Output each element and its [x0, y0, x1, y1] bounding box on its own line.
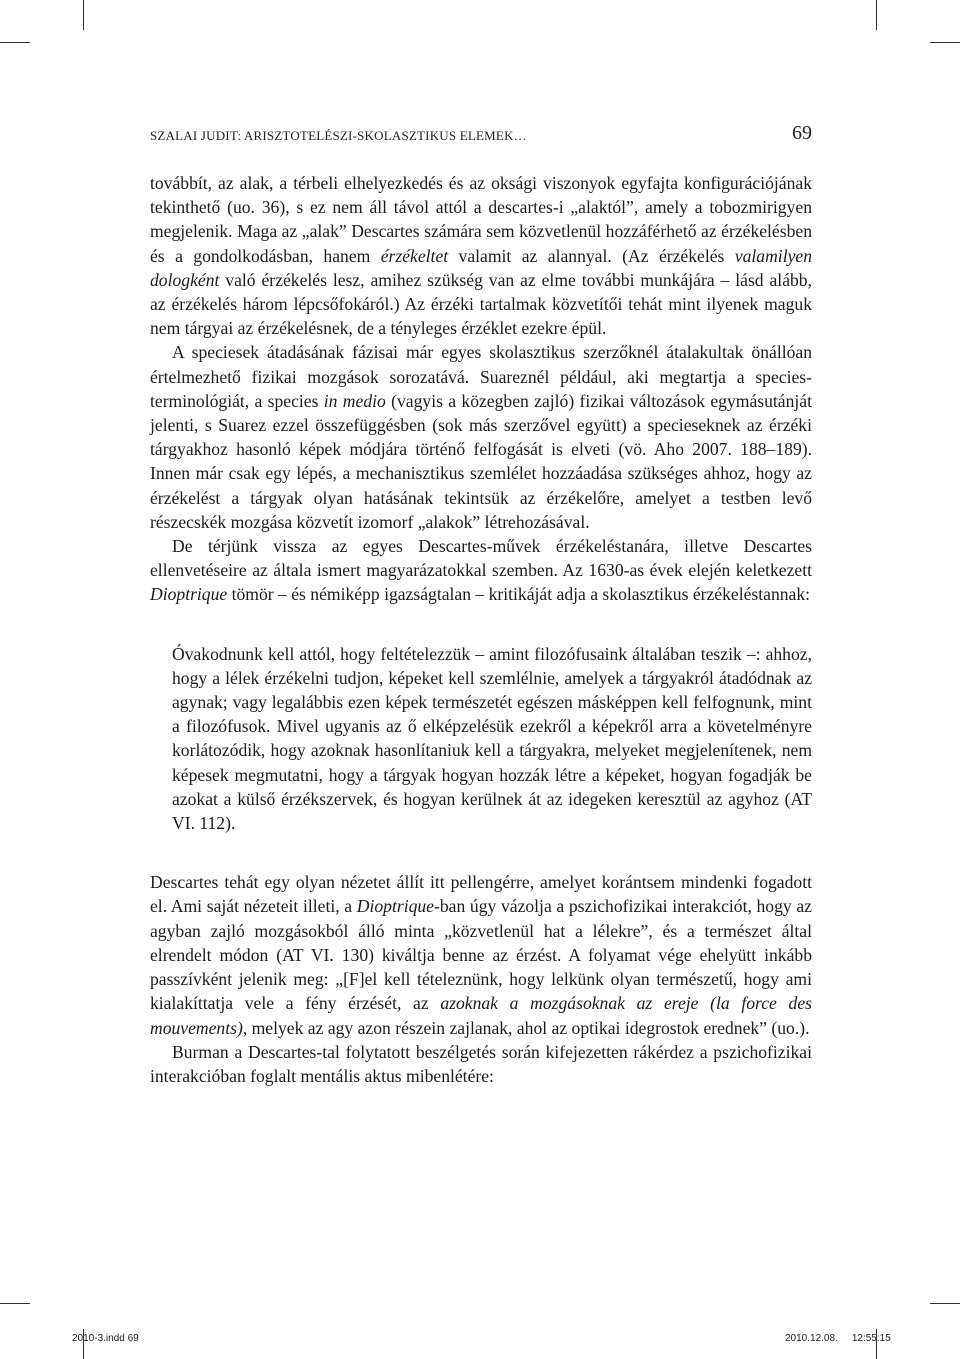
emphasis: érzékeltet [380, 245, 449, 266]
page-number: 69 [792, 122, 812, 144]
emphasis: in medio [323, 390, 386, 411]
block-quote: Óvakodnunk kell attól, hogy feltételezzük – amint filozófusaink általában teszik –: ahhoz, hogy a lélek érzékelni tudjon, képeket kell szemlélnie, amelyek a tárgyakról átadódnak az agynak; vagy legalábbis ezen képek természetét egészen másképpen kell felfognunk, mint a filozófusok. Mivel ugyanis az ő elképzelésük ezekről a képekről arra a követelményre korlátozódik, hogy azoknak hasonlítaniuk kell a tárgyakra, melyeket megjelenítenek, nem képesek megmutatni, hogy a tárgyak hogyan hozzák létre a képeket, hogyan fogadják be azokat a külső érzékszervek, és hogyan kerülnek át az idegeken keresztül az agyhoz (AT VI. 112). [172, 643, 812, 834]
crop-mark-top-right [876, 0, 877, 30]
crop-mark-right-bottom [930, 1303, 960, 1304]
crop-mark-right-top [930, 42, 960, 43]
paragraph-5: Burman a Descartes-tal folytatott beszélgetés során kifejezetten rákérdez a pszichofizikai interakcióban foglalt mentális aktus mibenlétére: [150, 1041, 812, 1086]
paragraph-1: továbbít, az alak, a térbeli elhelyezkedés és az oksági viszonyok egyfajta konfigurációjának tekinthető (uo. 36), s ez nem áll távol attól a descartes-i „alaktól”, amely a tobozmirigyen megjelenik. Maga az „alak” Descartes számára sem közvetlenül hozzáférhető az érzékelésben és a gondolkodásban, hanem érzékeltet valamit az alannyal. (Az érzékelés valamilyen dologként való érzékelés lesz, amihez szükség van az elme további munkájára – lásd alább, az érzékelés három lépcsőfokáról.) Az érzéki tartalmak közvetítői tehát mint ilyenek maguk nem tárgyai az érzékelésnek, de a tényleges érzéklet ezekre épül. [150, 173, 812, 339]
emphasis: azoknak a mozgásoknak az ereje (la force des mouvements) [150, 993, 812, 1038]
print-footer [0, 1333, 960, 1347]
main-text [150, 171, 812, 1088]
running-header [150, 124, 812, 148]
footer-file: 2010-3.indd 69 [72, 1333, 139, 1344]
footer-timestamp [785, 1333, 891, 1344]
emphasis: Dioptrique [356, 896, 434, 917]
crop-mark-left-top [0, 42, 30, 43]
crop-mark-top-left [83, 0, 84, 30]
paragraph-4: Descartes tehát egy olyan nézetet állít itt pellengérre, amelyet korántsem mindenki fogadott el. Ami saját nézeteit illeti, a Dioptrique-ban úgy vázolja a pszichofizikai interakciót, hogy az agyban zajló mozgásokból álló minta „közvetlenül hat a lélekre”, és a természet által elrendelt módon (AT VI. 130) kiváltja benne az érzést. A folyamat vége ehelyütt inkább passzívként jelenik meg: „[F]el kell tételeznünk, hogy lelkünk olyan természetű, hogy ami kialakíttatja vele a fény érzését, az azoknak a mozgásoknak az ereje (la force des mouvements), melyek az agy azon részein zajlanak, ahol az optikai idegrostok erednek” (uo.). [150, 872, 812, 1038]
emphasis: Dioptrique [150, 584, 228, 605]
paragraph-2: A speciesek átadásának fázisai már egyes skolasztikus szerzőknél átalakultak önállóan értelmezhető fizikai mozgások sorozatává. Suareznél például, aki megtartja a species-terminológiát, a species in medio (vagyis a közegben zajló) fizikai változások egymásutánját jelenti, s Suarez ezzel összefüggésben (sok más szerzővel együtt) a specieseknek az érzéki tárgyakhoz hasonló képek módjára történő felfogását is elveti (vö. Aho 2007. 188–189). Innen már csak egy lépés, a mechanisztikus szemlélet hozzáadása szükséges ahhoz, hogy az érzékelést a tárgyak olyan hatásának tekintsük az érzékelőre, amelyet a testben levő részecskék mozgása közvetít izomorf „alakok” létrehozásával. [150, 342, 812, 532]
footer-time: 12:55:15 [851, 1333, 891, 1344]
crop-mark-left-bottom [0, 1303, 30, 1304]
emphasis: valamilyen dologként [150, 245, 812, 290]
running-title: SZALAI JUDIT: ARISZTOTELÉSZI-SKOLASZTIKUS ELEMEK… [150, 128, 527, 143]
paragraph-3: De térjünk vissza az egyes Descartes-művek érzékeléstanára, illetve Descartes ellenvetéseire az általa ismert magyarázatokkal szemben. Az 1630-as évek elején keletkezett Dioptrique tömör – és némiképp igazságtalan – kritikáját adja a skolasztikus érzékeléstannak: [150, 536, 812, 605]
footer-date: 2010.12.08. [785, 1333, 838, 1344]
